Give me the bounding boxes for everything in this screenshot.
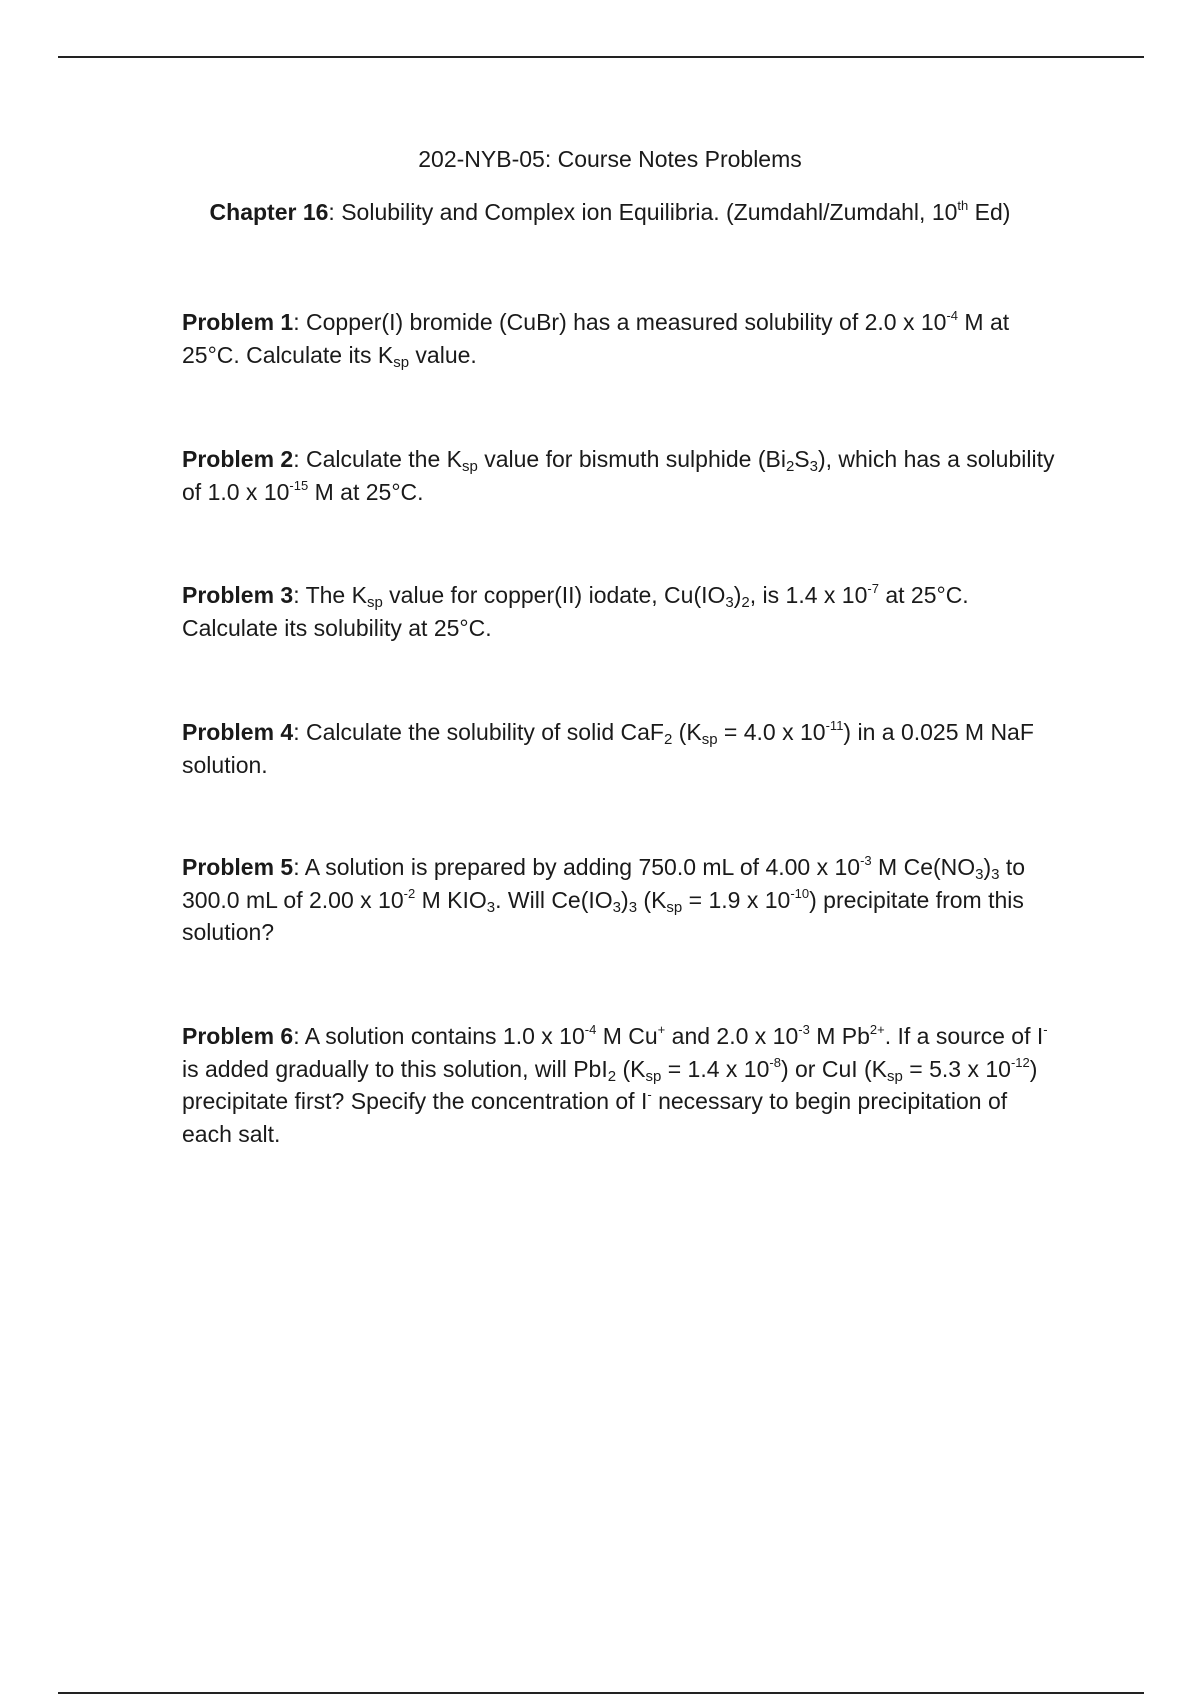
chapter-heading — [0, 199, 1200, 226]
problem-1: Problem 1: Copper(I) bromide (CuBr) has a measured solubility of 2.0 x $10^{-4}$ M at 25°C. Calculate its $K_{sp}$ value. — [182, 308, 1010, 371]
problem-label: Problem 1 — [182, 309, 294, 335]
problem-6: Problem 6: A solution contains 1.0 x $10^{-4}$ M Cu+ and 2.0 x $10^{-3}$ M $Pb^{2+}$. If a source of I- is added gradually to this solution, will PbI$_2$ ($K_{sp} = 1.4$ x $10^{-8}$) or CuI ($K_{sp} = 5.3$ x $10^{-12}$) precipitate first? Specify the concentration of I- necessary to begin precipitation of each salt. — [182, 1022, 1048, 1147]
bottom-rule — [58, 1692, 1144, 1694]
chapter-text: : Solubility and Complex ion Equilibria. (Zumdahl/Zumdahl, 10 — [328, 199, 958, 225]
problem-label: Problem 2 — [182, 446, 294, 472]
chapter-edition: Ed) — [968, 199, 1011, 225]
problem-5: Problem 5: A solution is prepared by adding 750.0 mL of 4.00 x $10^{-3}$ M $Ce(NO_3)_3$ to 300.0 mL of 2.00 x $10^{-2}$ M $KIO_3$. Will $Ce(IO_3)_3$ ($K_{sp} = 1.9$ x $10^{-10}$) precipitate from this solution? — [182, 853, 1026, 945]
problem-label: Problem 4 — [182, 719, 294, 745]
problem-3: Problem 3: The $K_{sp}$ value for copper(II) iodate, $Cu(IO_3)_2$, is 1.4 x $10^{-7}$ at 25°C. Calculate its solubility at 25°C. — [182, 581, 969, 641]
chapter-ordinal: th — [957, 198, 969, 213]
problem-4: Problem 4: Calculate the solubility of solid CaF$_2$ ($K_{sp} = 4.0$ x $10^{-11}$) in a 0.025 M NaF solution. — [182, 718, 1034, 778]
chapter-label: Chapter 16 — [209, 199, 329, 225]
problem-2: Problem 2: Calculate the $K_{sp}$ value for bismuth sulphide $(Bi_2S_3)$, which has a solubility of 1.0 x $10^{-15}$ M at 25°C. — [182, 446, 1055, 505]
problem-label: Problem 5 — [182, 854, 294, 880]
course-title: 202-NYB-05: Course Notes Problems — [418, 146, 802, 172]
top-rule — [58, 56, 1144, 58]
problem-label: Problem 6 — [182, 1023, 294, 1049]
problem-label: Problem 3 — [182, 582, 294, 608]
